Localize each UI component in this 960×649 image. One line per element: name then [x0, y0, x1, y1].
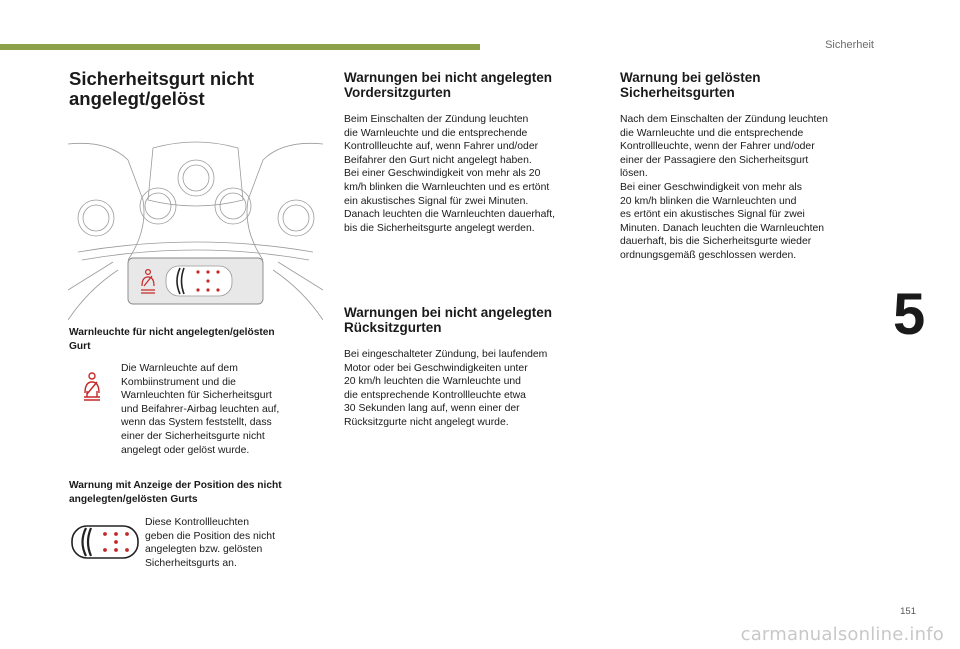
heading-rear-seats: Warnungen bei nicht angelegten Rücksitzgurten — [344, 305, 553, 335]
seatbelt-warning-icon — [81, 372, 103, 402]
dashboard-illustration-icon — [68, 140, 323, 322]
watermark: carmanualsonline.info — [740, 624, 944, 645]
text-position-warning: Diese Kontrollleuchten geben die Position des nicht angelegten bzw. gelösten Sicherheitsgurts an. — [145, 517, 275, 569]
text-released-belts: Nach dem Einschalten der Zündung leuchten die Warnleuchte und die entsprechende Kontrollleuchte, wenn der Fahrer und/oder einer der Passagiere den Sicherheitsgurt lösen. Bei einer Geschwindigkeit von mehr als 20 km/h blinken die Warnleuchten und es ertönt ein akustisches Signal für zwei Minuten. Danach leuchten die Warnleuchten dauerhaft, bis die Sicherheitsgurte wieder ordnungsgemäß geschlossen werden. — [620, 114, 828, 261]
text-warning-light: Die Warnleuchte auf dem Kombiinstrument und die Warnleuchten für Sicherheitsgurt und Beifahrer-Airbag leuchten auf, wenn das System feststellt, dass einer der Sicherheitsgurte nicht angelegt oder gelöst wurde. — [121, 363, 280, 456]
page-number: 151 — [900, 606, 916, 617]
text-rear-seats: Bei eingeschalteter Zündung, bei laufendem Motor oder bei Geschwindigkeiten unter 20 km/h leuchten die Warnleuchte und die entsprechende Kontrollleuchte etwa 30 Sekunden lang auf, wenn einer der Rücksitzgurte nicht angelegt wurde. — [344, 349, 548, 428]
chapter-number: 5 — [893, 282, 926, 347]
heading-released-belts: Warnung bei gelösten Sicherheitsgurten — [620, 70, 761, 100]
section-label: Sicherheit — [825, 39, 874, 51]
heading-front-seats: Warnungen bei nicht angelegten Vordersitzgurten — [344, 70, 553, 100]
header-accent-bar — [0, 44, 480, 50]
car-seat-position-icon — [70, 524, 140, 560]
caption-warning-light: Warnleuchte für nicht angelegten/gelösten Gurt — [69, 327, 275, 352]
text-front-seats: Beim Einschalten der Zündung leuchten die Warnleuchte und die entsprechende Kontrollleuchte auf, wenn Fahrer und/oder Beifahrer den Gurt nicht angelegt haben. Bei einer Geschwindigkeit von mehr als 20 km/h blinken die Warnleuchten und es ertönt ein akustisches Signal für zwei Minuten. Danach leuchten die Warnleuchten dauerhaft, bis die Sicherheitsgurte angelegt werden. — [344, 114, 556, 234]
page-title: Sicherheitsgurt nicht angelegt/gelöst — [69, 68, 255, 109]
caption-position-warning: Warnung mit Anzeige der Position des nicht angelegten/gelösten Gurts — [69, 480, 282, 505]
